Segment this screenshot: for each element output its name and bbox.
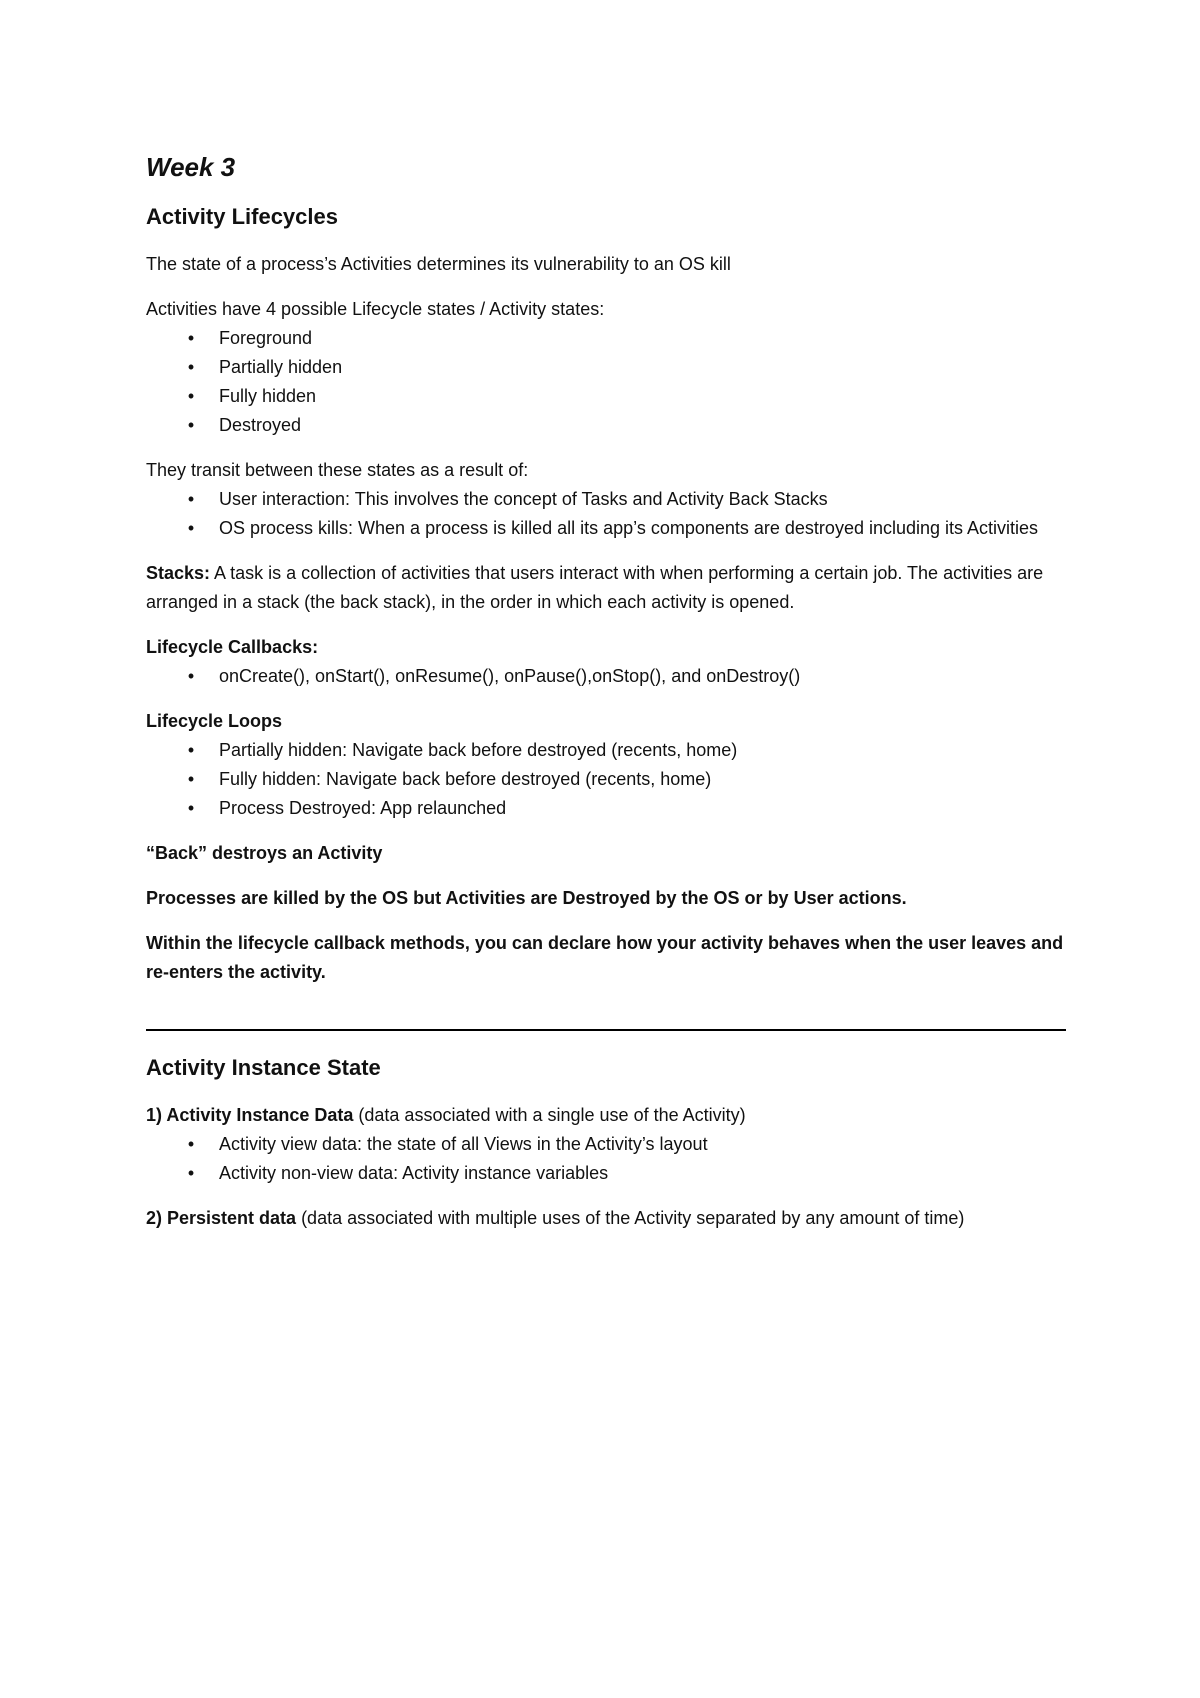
list-item [146,736,1066,765]
list-item-text: Foreground [219,328,313,348]
list-item [146,382,1066,411]
list-item [146,794,1066,823]
list-item-text: Partially hidden [219,357,343,377]
list-item-text: Activity non-view data: Activity instance variables [219,1163,609,1183]
states-intro: Activities have 4 possible Lifecycle states / Activity states: [146,299,605,319]
section-heading-activity-instance-state: Activity Instance State [146,1055,381,1080]
list-item-text: Destroyed [219,415,302,435]
bullet-icon: • [187,769,195,789]
list-item [146,765,1066,794]
persistent-data-text: (data associated with multiple uses of the Activity separated by any amount of time) [296,1208,965,1228]
bullet-icon: • [187,666,195,686]
horizontal-divider [146,1029,1066,1031]
list-item [146,1159,1066,1188]
list-item-text: Fully hidden: Navigate back before destroyed (recents, home) [219,769,712,789]
stacks-text: A task is a collection of activities that users interact with when performing a certain job. The activities are arranged in a stack (the back stack), in the order in which each activity is opened. [146,563,1044,612]
persistent-data-label: 2) Persistent data [146,1208,297,1228]
transit-list [146,485,1066,543]
callbacks-heading: Lifecycle Callbacks: [146,637,319,657]
bullet-icon: • [187,489,195,509]
bullet-icon: • [187,518,195,538]
callbacks-list [146,662,1066,691]
loops-list [146,736,1066,823]
bullet-icon: • [187,1134,195,1154]
list-item-text: onCreate(), onStart(), onResume(), onPause(),onStop(), and onDestroy() [219,666,801,686]
page-title: Week 3 [146,152,236,182]
instance-data-list [146,1130,1066,1188]
document-content [146,150,1066,1249]
stacks-paragraph [146,559,1066,617]
stacks-label: Stacks: [146,563,211,583]
intro-paragraph: The state of a process’s Activities determines its vulnerability to an OS kill [146,254,731,274]
list-item-text: User interaction: This involves the concept of Tasks and Activity Back Stacks [219,489,828,509]
bullet-icon: • [187,1163,195,1183]
list-item [146,353,1066,382]
bullet-icon: • [187,415,195,435]
list-item-text: Process Destroyed: App relaunched [219,798,507,818]
bullet-icon: • [187,798,195,818]
bullet-icon: • [187,386,195,406]
list-item-text: Partially hidden: Navigate back before destroyed (recents, home) [219,740,738,760]
states-list [146,324,1066,440]
loops-heading: Lifecycle Loops [146,711,283,731]
list-item [146,411,1066,440]
persistent-data-paragraph [146,1204,1066,1233]
callback-note: Within the lifecycle callback methods, you can declare how your activity behaves when the user leaves and re-enters the activity. [146,933,1064,982]
bullet-icon: • [187,357,195,377]
bullet-icon: • [187,328,195,348]
list-item-text: OS process kills: When a process is killed all its app’s components are destroyed including its Activities [219,518,1039,538]
list-item-text: Fully hidden [219,386,317,406]
list-item [146,485,1066,514]
instance-data-text: (data associated with a single use of the Activity) [353,1105,746,1125]
processes-note: Processes are killed by the OS but Activities are Destroyed by the OS or by User actions. [146,888,907,908]
list-item [146,662,1066,691]
list-item-text: Activity view data: the state of all Views in the Activity’s layout [219,1134,708,1154]
back-note: “Back” destroys an Activity [146,843,383,863]
instance-data-label: 1) Activity Instance Data [146,1105,354,1125]
section-heading-activity-lifecycles: Activity Lifecycles [146,204,338,229]
list-item [146,324,1066,353]
list-item [146,1130,1066,1159]
list-item [146,514,1066,543]
transit-intro: They transit between these states as a result of: [146,460,529,480]
bullet-icon: • [187,740,195,760]
instance-data-paragraph [146,1101,1066,1130]
